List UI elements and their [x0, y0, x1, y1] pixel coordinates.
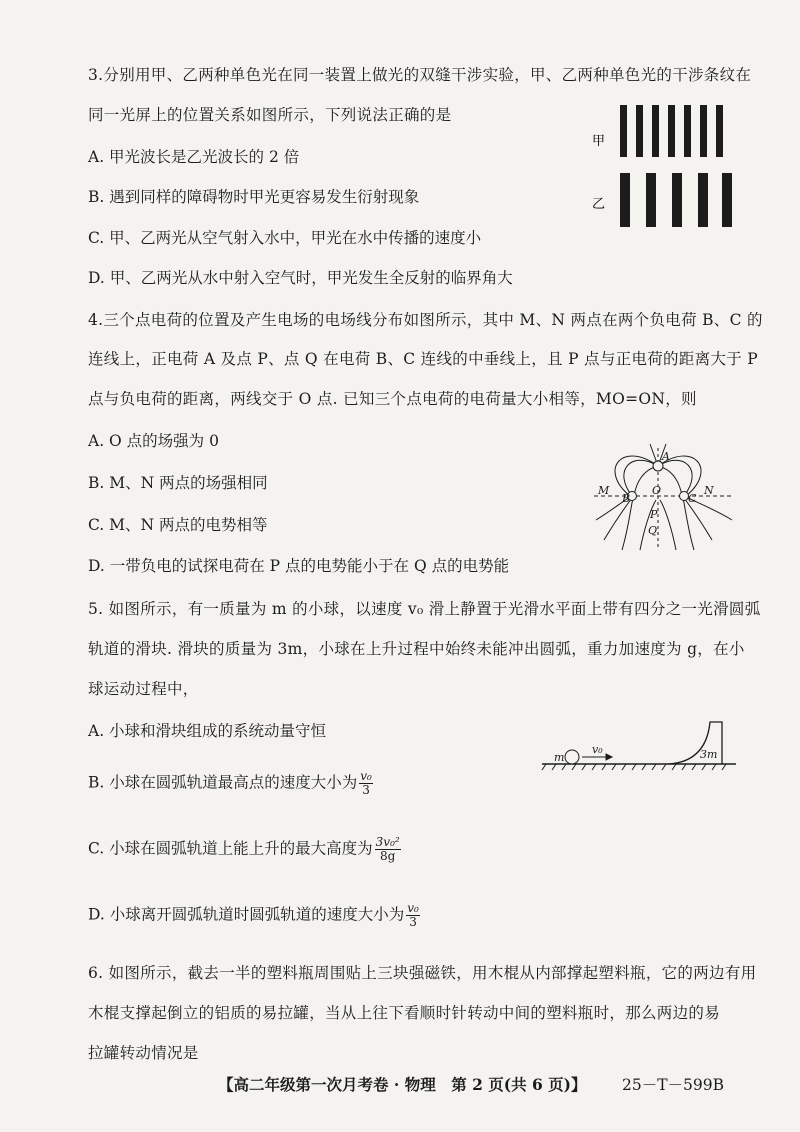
hatch — [702, 764, 706, 770]
fraction-denominator: 8g — [380, 849, 396, 863]
fringe-jia — [684, 105, 691, 157]
label-q: Q — [648, 524, 658, 537]
q5-option-b — [88, 770, 373, 797]
q5-option-b-fraction — [359, 770, 373, 797]
fringes-yi — [620, 173, 732, 227]
hatch — [642, 764, 646, 770]
q3-option-d: D. 甲、乙两光从水中射入空气时，甲光发生全反射的临界角大 — [88, 269, 513, 287]
fringe-yi — [698, 173, 708, 227]
q5-stem-line-1: 5. 如图所示，有一质量为 m 的小球，以速度 v₀ 滑上静置于光滑水平面上带有四分之一光滑圆弧 — [88, 600, 761, 618]
q6-stem-line-1: 6. 如图所示，截去一半的塑料瓶周围贴上三块强磁铁，用木棍从内部撑起塑料瓶，它的两边有用 — [88, 964, 757, 982]
hatch — [712, 764, 716, 770]
velocity-arrowhead — [606, 754, 612, 760]
interference-fringes-figure — [590, 100, 740, 230]
q5-option-b-text: B. 小球在圆弧轨道最高点的速度大小为 — [88, 773, 358, 792]
q5-option-c-fraction — [375, 836, 401, 863]
q4-option-c: C. M、N 两点的电势相等 — [88, 516, 268, 534]
fringes-jia — [620, 105, 723, 157]
q3-option-c: C. 甲、乙两光从空气射入水中，甲光在水中传播的速度小 — [88, 229, 482, 247]
q3-option-a: A. 甲光波长是乙光波长的 2 倍 — [88, 148, 300, 166]
q3-stem-line-2: 同一光屏上的位置关系如图所示，下列说法正确的是 — [88, 106, 452, 124]
hatch — [582, 764, 586, 770]
q5-option-d-text: D. 小球离开圆弧轨道时圆弧轨道的速度大小为 — [88, 905, 405, 924]
hatch — [682, 764, 686, 770]
label-p: P — [650, 508, 658, 521]
fringe-label-yi: 乙 — [592, 197, 606, 212]
q4-stem-line-3: 点与负电荷的距离，两线交于 O 点. 已知三个点电荷的电荷量大小相等，MO=ON，则 — [88, 390, 697, 408]
q6-stem-line-3: 拉罐转动情况是 — [88, 1044, 199, 1062]
page-footer-title: 【高二年级第一次月考卷 · 物理 第 2 页(共 6 页)】 — [218, 1075, 587, 1094]
hatch — [722, 764, 726, 770]
fraction-numerator: v₀ — [360, 769, 372, 783]
label-a: A — [662, 450, 670, 463]
electric-field-lines-figure — [592, 440, 736, 552]
fringe-jia — [620, 105, 627, 157]
hatch — [602, 764, 606, 770]
q6-stem-line-2: 木棍支撑起倒立的铝质的易拉罐，当从上往下看顺时针转动中间的塑料瓶时，那么两边的易 — [88, 1004, 721, 1022]
fringe-jia — [636, 105, 643, 157]
hatch — [572, 764, 576, 770]
fringe-yi — [620, 173, 630, 227]
q5-option-d — [88, 902, 420, 929]
hatch — [622, 764, 626, 770]
hatch — [632, 764, 636, 770]
label-o: O — [652, 484, 662, 497]
hatch — [662, 764, 666, 770]
field-line — [660, 500, 676, 550]
small-ball — [565, 750, 579, 764]
label-v0: v₀ — [592, 743, 603, 756]
label-c: C — [688, 492, 697, 505]
label-3m: 3m — [700, 748, 718, 761]
q5-stem-line-2: 轨道的滑块. 滑块的质量为 3m，小球在上升过程中始终未能冲出圆弧，重力加速度为 g，在小 — [88, 640, 745, 658]
q4-option-d: D. 一带负电的试探电荷在 P 点的电势能小于在 Q 点的电势能 — [88, 557, 510, 575]
fringe-jia — [716, 105, 723, 157]
q5-option-a: A. 小球和滑块组成的系统动量守恒 — [88, 722, 327, 740]
fringe-yi — [672, 173, 682, 227]
fringe-label-jia: 甲 — [592, 134, 606, 149]
field-line — [622, 498, 633, 550]
hatch — [542, 764, 546, 770]
hatch — [692, 764, 696, 770]
hatch — [652, 764, 656, 770]
fringe-yi — [722, 173, 732, 227]
fraction-denominator: 3 — [362, 783, 370, 797]
field-line — [683, 498, 694, 550]
label-m: M — [598, 484, 610, 497]
fraction-denominator: 3 — [409, 915, 417, 929]
fringe-yi — [646, 173, 656, 227]
label-b: B — [622, 492, 631, 505]
hatch — [592, 764, 596, 770]
fringe-jia — [668, 105, 675, 157]
q5-stem-line-3: 球运动过程中， — [88, 680, 199, 698]
q3-stem-line-1: 3.分别用甲、乙两种单色光在同一装置上做光的双缝干涉实验，甲、乙两种单色光的干涉条纹在 — [88, 66, 752, 84]
fringe-jia — [700, 105, 707, 157]
label-mass-m: m — [554, 751, 565, 764]
q5-option-d-fraction — [406, 902, 420, 929]
fringe-jia — [652, 105, 659, 157]
hatch — [552, 764, 556, 770]
q5-option-c — [88, 836, 401, 863]
ground-hatching — [542, 764, 726, 770]
q4-option-b: B. M、N 两点的场强相同 — [88, 474, 268, 492]
q4-option-a: A. O 点的场强为 0 — [88, 432, 219, 450]
q3-option-b: B. 遇到同样的障碍物时甲光更容易发生衍射现象 — [88, 188, 420, 206]
page-footer-code: 25－T－599B — [622, 1076, 725, 1094]
field-line — [658, 466, 682, 496]
hatch — [672, 764, 676, 770]
q4-stem-line-2: 连线上，正电荷 A 及点 P、点 Q 在电荷 B、C 连线的中垂线上，且 P 点与正电荷的距离大于 P — [88, 350, 759, 368]
hatch — [562, 764, 566, 770]
ball-slider-figure — [540, 712, 740, 772]
fraction-numerator: v₀ — [407, 901, 419, 915]
q5-option-c-text: C. 小球在圆弧轨道上能上升的最大高度为 — [88, 839, 373, 858]
q4-stem-line-1: 4.三个点电荷的位置及产生电场的电场线分布如图所示，其中 M、N 两点在两个负电荷 B、C 的 — [88, 311, 763, 329]
label-n: N — [704, 484, 714, 497]
fraction-numerator: 3v₀² — [375, 835, 400, 849]
hatch — [612, 764, 616, 770]
